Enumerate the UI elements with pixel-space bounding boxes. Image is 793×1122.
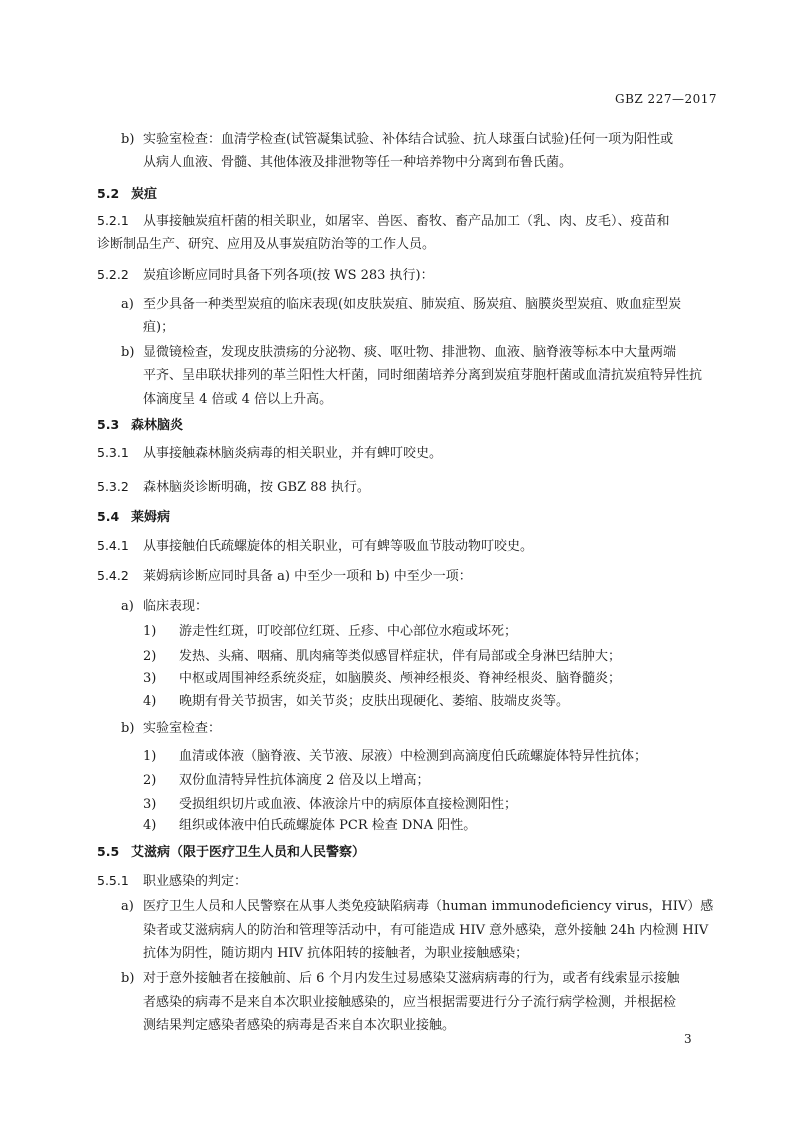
sub-item-text: 双份血清特异性抗体滴度 2 倍及以上增高； bbox=[179, 773, 430, 788]
sub-item-marker: 4) bbox=[143, 818, 157, 833]
sub-item-marker: 4) bbox=[143, 694, 157, 709]
sub-item-text: 组织或体液中伯氏疏螺旋体 PCR 检查 DNA 阳性。 bbox=[179, 818, 477, 833]
sub-item-text: 受损组织切片或血液、体液涂片中的病原体直接检测阳性； bbox=[179, 797, 518, 812]
clause-text: 从事接触炭疽杆菌的相关职业，如屠宰、兽医、畜牧、畜产品加工（乳、肉、皮毛）、疫苗和 bbox=[143, 214, 670, 229]
clause-paragraph bbox=[97, 478, 370, 497]
clause-paragraph bbox=[97, 567, 472, 586]
clause-number: 5.4.1 bbox=[97, 538, 129, 553]
list-item-marker: b) bbox=[121, 721, 135, 736]
section-heading bbox=[97, 185, 157, 204]
list-item-text: 染者或艾滋病病人的防治和管理等活动中，有可能造成 HIV 意外感染，意外接触 24h 内检测 HIV bbox=[143, 923, 709, 938]
section-number: 5.2 bbox=[97, 186, 120, 201]
list-item-marker: a) bbox=[121, 899, 134, 914]
clause-number: 5.3.1 bbox=[97, 445, 129, 460]
sub-item-marker: 2) bbox=[143, 649, 157, 664]
list-item-text: 者感染的病毒不是来自本次职业接触感染的，应当根据需要进行分子流行病学检测，并根据检 bbox=[143, 995, 677, 1010]
sub-item-marker: 1) bbox=[143, 749, 157, 764]
clause-paragraph bbox=[97, 537, 533, 556]
sub-item-text: 中枢或周围神经系统炎症，如脑膜炎、颅神经根炎、脊神经根炎、脑脊髓炎； bbox=[179, 671, 622, 686]
list-item-text: 至少具备一种类型炭疽的临床表现(如皮肤炭疽、肺炭疽、肠炭疽、脑膜炎型炭疽、败血症型炭 bbox=[143, 297, 682, 312]
clause-text: 从事接触森林脑炎病毒的相关职业，并有蜱叮咬史。 bbox=[143, 446, 443, 461]
list-item-marker: b) bbox=[121, 132, 135, 147]
sub-item-marker: 2) bbox=[143, 773, 157, 788]
section-title: 莱姆病 bbox=[131, 510, 171, 525]
sub-item-marker: 3) bbox=[143, 671, 157, 686]
list-item-text: 体滴度呈 4 倍或 4 倍以上升高。 bbox=[143, 392, 333, 407]
list-item-text: 显微镜检查，发现皮肤溃疡的分泌物、痰、呕吐物、排泄物、血液、脑脊液等标本中大量两端 bbox=[143, 345, 677, 360]
list-item-text: 医疗卫生人员和人民警察在从事人类免疫缺陷病毒（human immunodeficiency virus，HIV）感 bbox=[143, 899, 714, 914]
section-number: 5.4 bbox=[97, 509, 120, 524]
list-item-marker: b) bbox=[121, 345, 135, 360]
list-item-text: 实验室检查：血清学检查(试管凝集试验、补体结合试验、抗人球蛋白试验)任何一项为阳性或 bbox=[143, 132, 674, 147]
list-item-text: 对于意外接触者在接触前、后 6 个月内发生过易感染艾滋病病毒的行为，或者有线索显示接触 bbox=[143, 971, 680, 986]
sub-item-marker: 1) bbox=[143, 624, 157, 639]
clause-paragraph bbox=[97, 444, 442, 463]
clause-text-continued: 诊断制品生产、研究、应用及从事炭疽防治等的工作人员。 bbox=[97, 237, 436, 252]
sub-item-text: 血清或体液（脑脊液、关节液、尿液）中检测到高滴度伯氏疏螺旋体特异性抗体； bbox=[179, 749, 648, 764]
document-code: GBZ 227—2017 bbox=[615, 92, 717, 106]
section-title: 森林脑炎 bbox=[131, 418, 184, 433]
list-item-text: 测结果判定感染者感染的病毒是否来自本次职业接触。 bbox=[143, 1018, 456, 1033]
list-item-marker: a) bbox=[121, 297, 134, 312]
clause-number: 5.5.1 bbox=[97, 873, 129, 888]
page-number: 3 bbox=[684, 1032, 692, 1046]
sub-item-marker: 3) bbox=[143, 797, 157, 812]
list-item-text: 实验室检查： bbox=[143, 721, 222, 736]
clause-paragraph bbox=[97, 212, 670, 231]
section-title: 艾滋病（限于医疗卫生人员和人民警察） bbox=[131, 845, 366, 860]
list-item-text: 平齐、呈串联状排列的革兰阳性大杆菌，同时细菌培养分离到炭疽芽胞杆菌或血清抗炭疽特异性抗 bbox=[143, 368, 703, 383]
clause-paragraph bbox=[97, 266, 434, 285]
list-item-text: 从病人血液、骨髓、其他体液及排泄物等任一种培养物中分离到布鲁氏菌。 bbox=[143, 155, 573, 170]
section-heading bbox=[97, 843, 365, 862]
clause-number: 5.2.1 bbox=[97, 213, 129, 228]
clause-number: 5.3.2 bbox=[97, 479, 129, 494]
clause-number: 5.4.2 bbox=[97, 568, 129, 583]
list-item-text: 疽)； bbox=[143, 320, 175, 335]
list-item-marker: b) bbox=[121, 971, 135, 986]
clause-text: 莱姆病诊断应同时具备 a) 中至少一项和 b) 中至少一项： bbox=[143, 569, 472, 584]
sub-item-text: 游走性红斑，叮咬部位红斑、丘疹、中心部位水疱或坏死； bbox=[179, 624, 518, 639]
list-item-marker: a) bbox=[121, 599, 134, 614]
section-number: 5.3 bbox=[97, 417, 120, 432]
clause-paragraph bbox=[97, 872, 247, 891]
clause-text: 森林脑炎诊断明确，按 GBZ 88 执行。 bbox=[143, 480, 370, 495]
clause-text: 职业感染的判定： bbox=[143, 874, 248, 889]
list-item-text: 临床表现： bbox=[143, 599, 209, 614]
list-item-text: 抗体为阴性，随访期内 HIV 抗体阳转的接触者，为职业接触感染； bbox=[143, 946, 529, 961]
clause-text: 炭疽诊断应同时具备下列各项(按 WS 283 执行)： bbox=[143, 268, 434, 283]
clause-text: 从事接触伯氏疏螺旋体的相关职业，可有蜱等吸血节肢动物叮咬史。 bbox=[143, 539, 534, 554]
clause-number: 5.2.2 bbox=[97, 267, 129, 282]
section-title: 炭疽 bbox=[131, 187, 158, 202]
sub-item-text: 晚期有骨关节损害，如关节炎；皮肤出现硬化、萎缩、肢端皮炎等。 bbox=[179, 694, 570, 709]
section-heading bbox=[97, 416, 183, 435]
sub-item-text: 发热、头痛、咽痛、肌肉痛等类似感冒样症状，伴有局部或全身淋巴结肿大； bbox=[179, 649, 622, 664]
section-number: 5.5 bbox=[97, 844, 120, 859]
section-heading bbox=[97, 508, 170, 527]
